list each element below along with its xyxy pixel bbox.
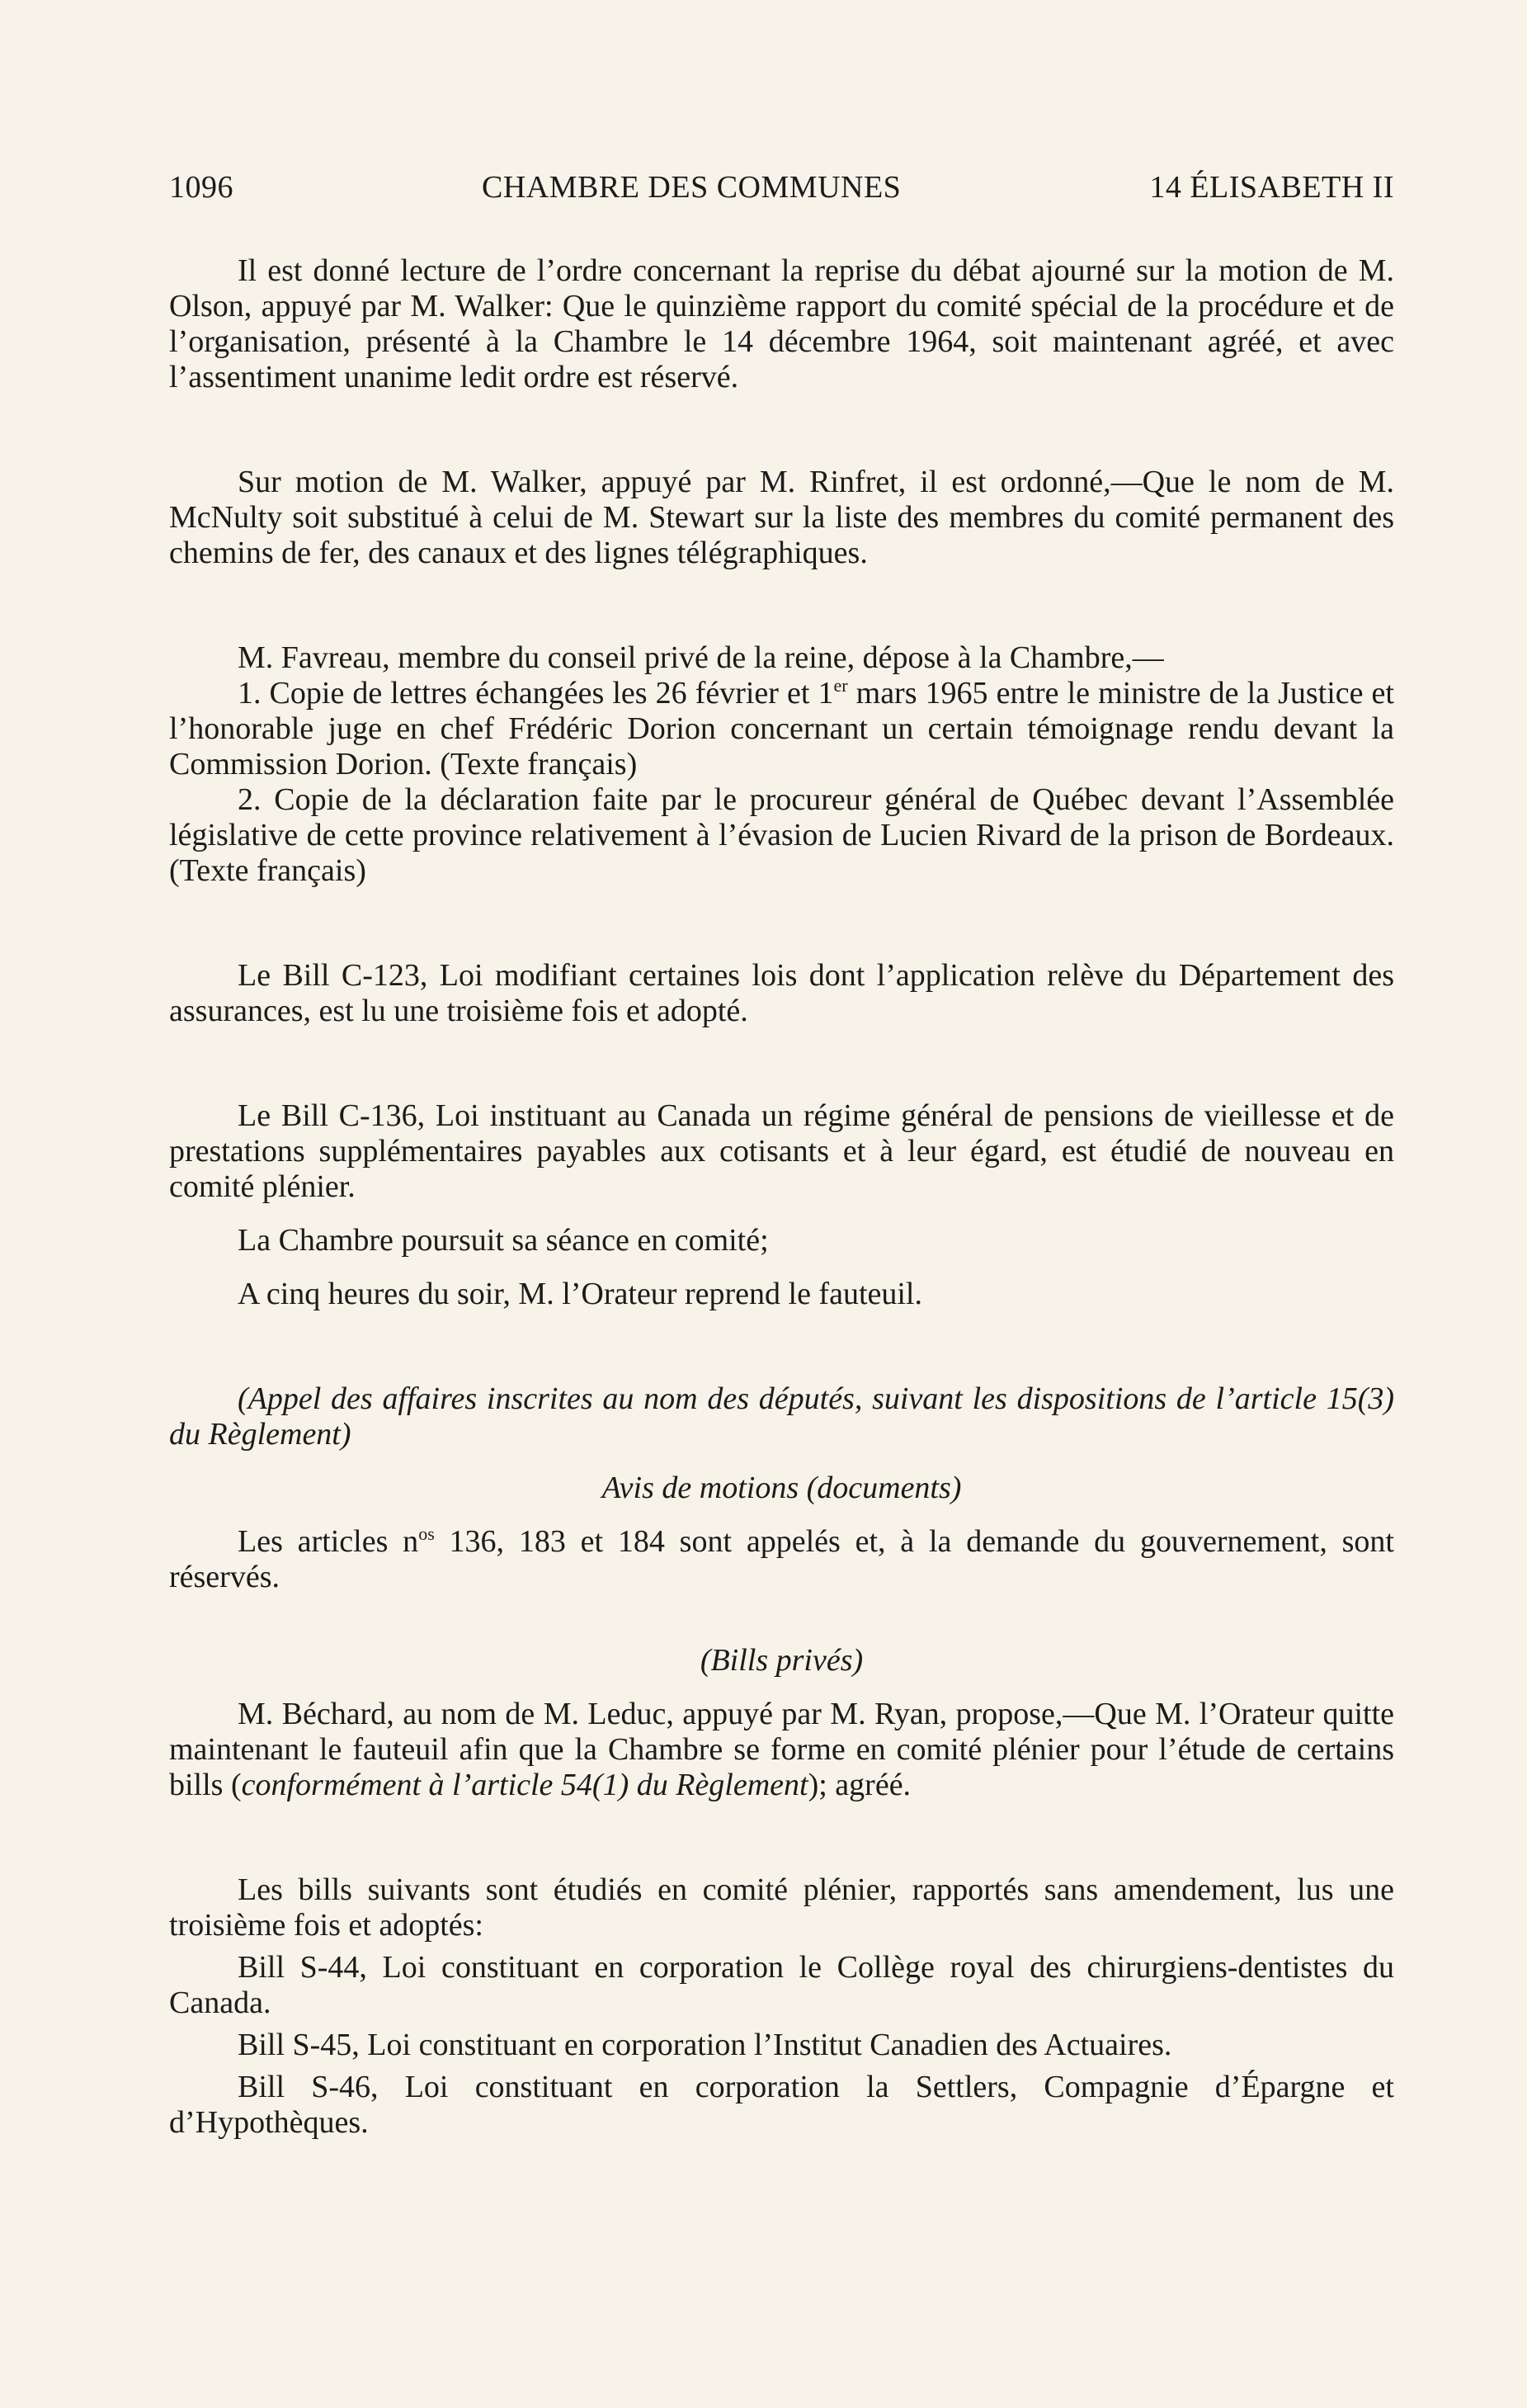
paragraph-item-2: 2. Copie de la déclaration faite par le procureur général de Québec devant l’Assemblée législative de cette province relativement à l’évasion de Lucien Rivard de la prison de Bordeaux. (Texte français) — [169, 782, 1394, 888]
heading-notices-text: Avis de motions (documents) — [601, 1471, 962, 1505]
paragraph-bill-s45: Bill S-45, Loi constituant en corporation l’Institut Canadien des Actuaires. — [238, 2028, 1172, 2062]
heading-private-bills-text: (Bills privés) — [700, 1643, 864, 1678]
paragraph-item-1 — [169, 676, 1394, 782]
articles-text-end: 136, 183 et 184 sont appelés et, à la demande du gouvernement, sont réservés. — [169, 1524, 1394, 1594]
paragraph-bechard-motion — [169, 1697, 1394, 1803]
articles-superscript: os — [418, 1523, 435, 1544]
page-header — [169, 169, 1394, 205]
paragraph-committee-sitting: La Chambre poursuit sa séance en comité; — [238, 1223, 769, 1258]
paragraph-speaker-resumes: A cinq heures du soir, M. l’Orateur reprend le fauteuil. — [238, 1277, 922, 1311]
paragraph-committee-substitution: Sur motion de M. Walker, appuyé par M. Rinfret, il est ordonné,—Que le nom de M. McNulty soit substitué à celui de M. Stewart sur la liste des membres du comité permanent des chemins de fer, des canaux et des lignes télégraphiques. — [169, 465, 1394, 570]
item-1-superscript: er — [833, 675, 848, 696]
page-number: 1096 — [169, 170, 233, 205]
paragraph-bill-s46: Bill S-46, Loi constituant en corporation la Settlers, Compagnie d’Épargne et d’Hypothèques. — [169, 2070, 1394, 2140]
paragraph-bill-c136: Le Bill C-136, Loi instituant au Canada un régime général de pensions de vieillesse et de prestations supplémentaires payables aux cotisants et à leur égard, est étudié de nouveau en comité plénier. — [169, 1098, 1394, 1204]
item-1-text-end: mars 1965 entre le ministre de la Justice et l’honorable juge en chef Frédéric Dorion concernant un certain témoignage rendu devant la Commission Dorion. (Texte français) — [169, 676, 1394, 781]
heading-private-members-business — [169, 1381, 1394, 1452]
heading-private-bills — [169, 1643, 1394, 1679]
page-title: CHAMBRE DES COMMUNES — [482, 170, 902, 205]
paragraph-bills-studied: Les bills suivants sont étudiés en comité plénier, rapportés sans amendement, lus une troisième fois et adoptés: — [169, 1872, 1394, 1943]
bechard-text-start: M. Béchard, au nom de M. Leduc, appuyé par M. Ryan, propose,—Que M. l’Orateur quitte maintenant le fauteuil afin que la Chambre se forme en comité plénier pour l’étude de certains bills ( — [169, 1697, 1394, 1802]
reign-label: 14 ÉLISABETH II — [1149, 170, 1394, 205]
paragraph-reading-order: Il est donné lecture de l’ordre concernant la reprise du débat ajourné sur la motion de M. Olson, appuyé par M. Walker: Que le quinzième rapport du comité spécial de la procédure et de l’organisation, présenté à la Chambre le 14 décembre 1964, soit maintenant agréé, et avec l’assentiment unanime ledit ordre est réservé. — [169, 253, 1394, 394]
heading-notices-of-motions — [169, 1471, 1394, 1506]
paragraph-bill-s44: Bill S-44, Loi constituant en corporation le Collège royal des chirurgiens-dentistes du Canada. — [169, 1950, 1394, 2020]
paragraph-favreau-tabling: M. Favreau, membre du conseil privé de la reine, dépose à la Chambre,— — [238, 640, 1164, 675]
articles-text-start: Les articles n — [238, 1524, 419, 1559]
item-1-text-start: 1. Copie de lettres échangées les 26 février et 1 — [238, 676, 834, 711]
bechard-text-italic: conformément à l’article 54(1) du Règlement — [241, 1768, 808, 1802]
paragraph-articles-reserved — [169, 1524, 1394, 1595]
heading-private-members-text: (Appel des affaires inscrites au nom des députés, suivant les dispositions de l’article 15(3) du Règlement) — [169, 1381, 1394, 1452]
document-page — [169, 169, 1394, 2141]
bechard-text-end: ); agréé. — [808, 1768, 912, 1802]
paragraph-bill-c123: Le Bill C-123, Loi modifiant certaines lois dont l’application relève du Département des assurances, est lu une troisième fois et adopté. — [169, 958, 1394, 1028]
